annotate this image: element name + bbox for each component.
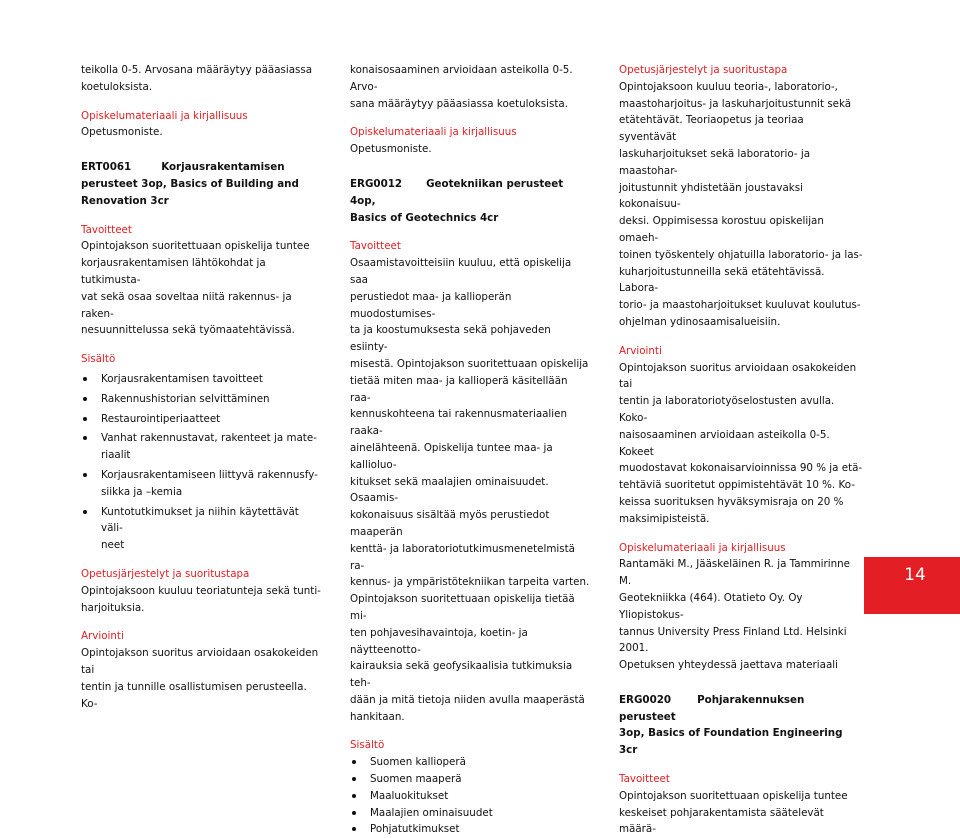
list-item: Maaluokitukset bbox=[350, 788, 590, 805]
text-line: tehtäviä suoritetut oppimistehtävät 10 %. Ko- bbox=[619, 479, 855, 492]
column-1 bbox=[81, 62, 321, 712]
text-line: harjoituksia. bbox=[81, 601, 145, 614]
list-item: Pohjatutkimukset bbox=[350, 821, 590, 838]
list-item: Suomen maaperä bbox=[350, 771, 590, 788]
course-title: Geotekniikan perusteet 4op, bbox=[350, 177, 564, 207]
text-line: tannus University Press Finland Ltd. Helsinki bbox=[619, 625, 847, 638]
list-item: Restaurointiperiaatteet bbox=[81, 411, 321, 428]
text-line: muodostavat kokonaisarvioinnissa 90 % ja etä- bbox=[619, 462, 863, 475]
text-line: kokonaisuus sisältää myös perustiedot maaperän bbox=[350, 509, 550, 538]
heading-goals: Tavoitteet bbox=[350, 240, 401, 253]
list-item: Rakennushistorian selvittäminen bbox=[81, 391, 321, 408]
heading-materials: Opiskelumateriaali ja kirjallisuus bbox=[350, 126, 517, 139]
heading-methods: Opetusjärjestelyt ja suoritustapa bbox=[81, 567, 250, 580]
text-line: etätehtävät. Teoriaopetus ja teoriaa syventävät bbox=[619, 114, 804, 144]
text-line: dään ja mitä tietoja niiden avulla maaperästä bbox=[350, 693, 585, 706]
text-line: Opetuksen yhteydessä jaettava materiaali bbox=[619, 659, 838, 672]
heading-materials: Opiskelumateriaali ja kirjallisuus bbox=[81, 109, 248, 122]
course-title-line: Renovation 3cr bbox=[81, 194, 169, 207]
text-line: koetuloksista. bbox=[81, 80, 153, 93]
text-line: ainelähteenä. Opiskelija tuntee maa- ja kallioluo- bbox=[350, 441, 553, 471]
list-item: Vanhat rakennustavat, rakenteet ja mate- riaalit bbox=[81, 430, 321, 464]
page-number-tab bbox=[864, 557, 960, 614]
heading-goals: Tavoitteet bbox=[619, 773, 670, 786]
heading-goals: Tavoitteet bbox=[81, 223, 132, 236]
course-title-line: Basics of Geotechnics 4cr bbox=[350, 211, 499, 224]
text-line: ta ja koostumuksesta sekä pohjaveden esiinty- bbox=[350, 324, 551, 354]
text-line: 2001. bbox=[619, 642, 649, 655]
text-line: maastoharjoitus- ja laskuharjoitustunnit sekä bbox=[619, 97, 852, 110]
content-list bbox=[81, 371, 321, 554]
text-line: tentin ja laboratoriotyöselostusten avulla. Koko- bbox=[619, 395, 835, 424]
text-line: kairauksia sekä geofysikaalisia tutkimuksia teh- bbox=[350, 660, 573, 690]
text-line: hankitaan. bbox=[350, 710, 405, 723]
text-line: nesuunnittelussa sekä työmaatehtävissä. bbox=[81, 324, 295, 337]
text-line: Geotekniikka (464). Otatieto Oy. Oy Yliopistokus- bbox=[619, 591, 803, 621]
course-title-line: 3op, Basics of Foundation Engineering 3cr bbox=[619, 727, 843, 757]
text-line: Opintojakson suoritettuaan opiskelija tietää mi- bbox=[350, 593, 575, 622]
content-list bbox=[350, 754, 590, 838]
materials-text: Opetusmoniste. bbox=[81, 126, 163, 139]
text-line: teikolla 0-5. Arvosana määräytyy pääasiassa bbox=[81, 64, 313, 76]
text-line: misestä. Opintojakson suoritettuaan opiskelija bbox=[350, 357, 589, 370]
course-code: ERT0061 bbox=[81, 161, 132, 174]
text-line: kennuskohteena tai rakennusmateriaalien raaka- bbox=[350, 408, 568, 438]
text-line: Rantamäki M., Jääskeläinen R. ja Tammirinne M. bbox=[619, 558, 850, 588]
text-line: ohjelman ydinosaamisalueisiin. bbox=[619, 315, 781, 328]
text-line: kenttä- ja laboratoriotutkimusmenetelmistä ra- bbox=[350, 542, 575, 572]
list-item: Kuntotutkimukset ja niihin käytettävät väli- neet bbox=[81, 504, 321, 554]
list-item: Suomen kallioperä bbox=[350, 754, 590, 771]
text-line: maksimipisteistä. bbox=[619, 512, 710, 525]
list-item: Korjausrakentamisen tavoitteet bbox=[81, 371, 321, 388]
course-code: ERG0012 bbox=[350, 177, 403, 190]
course-title: Korjausrakentamisen bbox=[161, 161, 285, 174]
text-line: torio- ja maastoharjoitukset kuuluvat koulutus- bbox=[619, 299, 861, 312]
text-line: tietää miten maa- ja kallioperä käsitellään raa- bbox=[350, 374, 568, 404]
course-title: Pohjarakennuksen perusteet bbox=[619, 693, 805, 723]
text-line: Opintojaksoon kuuluu teoriatunteja sekä tunti- bbox=[81, 584, 321, 597]
text-line: Opintojakson suoritettuaan opiskelija tuntee bbox=[81, 240, 310, 253]
text-line: ten pohjavesihavaintoja, koetin- ja näytteenotto- bbox=[350, 626, 528, 656]
text-line: kennus- ja ympäristötekniikan tarpeita varten. bbox=[350, 576, 590, 589]
list-item: Korjausrakentamiseen liittyvä rakennusfy- siikka ja –kemia bbox=[81, 467, 321, 501]
list-item: Maalajien ominaisuudet bbox=[350, 805, 590, 822]
course-heading bbox=[350, 176, 590, 210]
page-number: 14 bbox=[904, 565, 926, 585]
text-line: vat sekä osaa soveltaa niitä rakennus- ja raken- bbox=[81, 290, 292, 320]
course-heading bbox=[619, 692, 864, 726]
text-line: deksi. Oppimisessa korostuu opiskelijan omaeh- bbox=[619, 215, 824, 244]
heading-assessment: Arviointi bbox=[81, 630, 124, 643]
text-line: kitukset sekä maalajien ominaisuudet. Osaamis- bbox=[350, 475, 549, 505]
text-line: keissa suorituksen hyväksymisraja on 20 % bbox=[619, 495, 844, 508]
text-line: Opintojakson suoritus arvioidaan osakokeiden tai bbox=[619, 361, 857, 391]
text-line: laskuharjoitukset sekä laboratorio- ja maastohar- bbox=[619, 147, 811, 177]
text-line: Opintojakson suoritettuaan opiskelija tuntee bbox=[619, 789, 848, 802]
column-2 bbox=[350, 62, 590, 838]
text-line: korjausrakentamisen lähtökohdat ja tutkimusta- bbox=[81, 257, 266, 286]
text-line: sana määräytyy pääasiassa koetuloksista. bbox=[350, 97, 569, 110]
text-line: konaisosaaminen arvioidaan asteikolla 0-5. Arvo- bbox=[350, 64, 573, 93]
text-line: Opintojakson suoritus arvioidaan osakokeiden tai bbox=[81, 647, 319, 676]
text-line: Osaamistavoitteisiin kuuluu, että opiskelija saa bbox=[350, 257, 572, 286]
text-line: naisosaaminen arvioidaan asteikolla 0-5. Kokeet bbox=[619, 428, 830, 458]
text-line: perustiedot maa- ja kallioperän muodostumises- bbox=[350, 290, 512, 320]
text-line: joitustunnit yhdistetään joustavaksi kokonaisuu- bbox=[619, 181, 803, 211]
heading-content: Sisältö bbox=[81, 353, 116, 366]
course-heading bbox=[81, 159, 321, 176]
heading-content: Sisältö bbox=[350, 739, 385, 752]
heading-methods: Opetusjärjestelyt ja suoritustapa bbox=[619, 64, 788, 76]
text-line: keskeiset pohjarakentamista säätelevät määrä- bbox=[619, 806, 824, 836]
heading-materials: Opiskelumateriaali ja kirjallisuus bbox=[619, 541, 786, 554]
text-line: toinen työskentely ohjatuilla laboratorio- ja las- bbox=[619, 248, 863, 261]
course-code: ERG0020 bbox=[619, 693, 672, 706]
column-3 bbox=[619, 62, 864, 838]
text-line: Opintojaksoon kuuluu teoria-, laboratorio-, bbox=[619, 80, 838, 93]
course-title-line: perusteet 3op, Basics of Building and bbox=[81, 177, 299, 190]
heading-assessment: Arviointi bbox=[619, 344, 662, 357]
text-line: kuharjoitustunneilla sekä etätehtävissä. Labora- bbox=[619, 265, 825, 295]
text-line: tentin ja tunnille osallistumisen perusteella. Ko- bbox=[81, 680, 307, 710]
materials-text: Opetusmoniste. bbox=[350, 143, 432, 156]
